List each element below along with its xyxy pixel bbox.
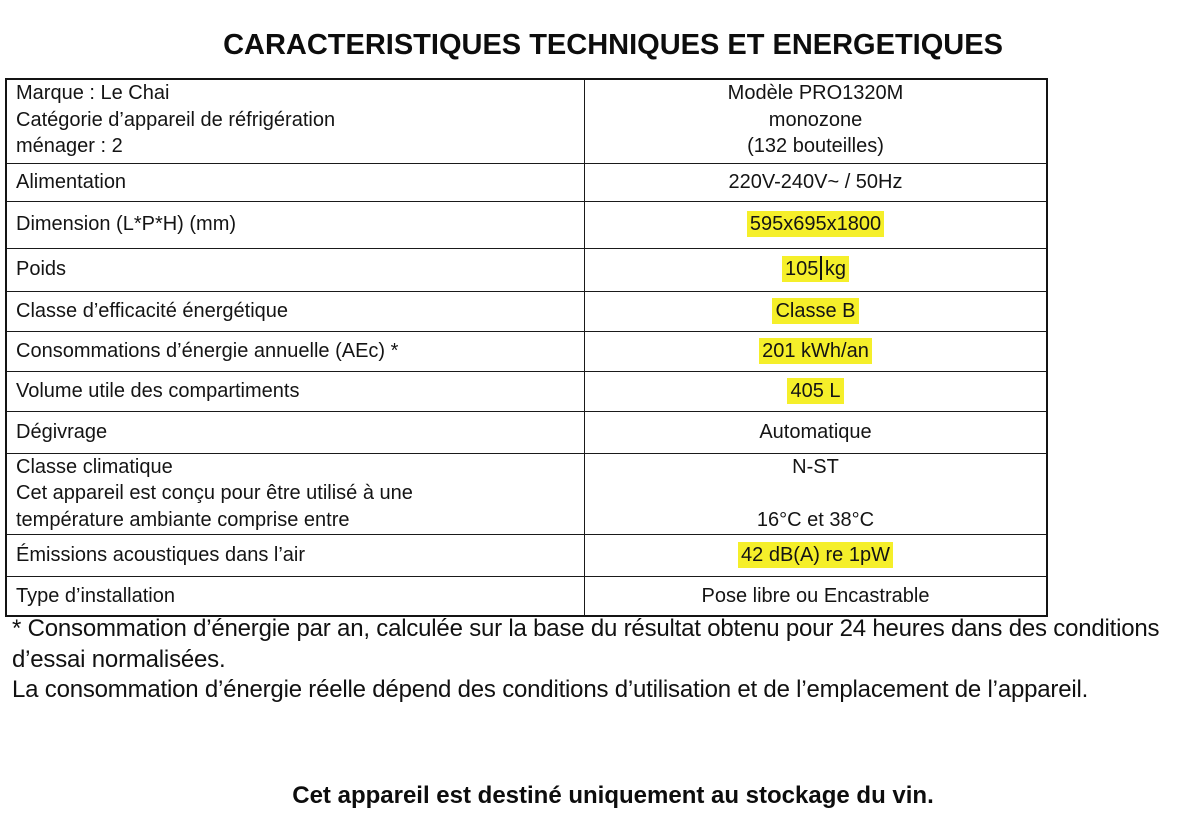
- spec-value: [585, 453, 1048, 534]
- spec-label: [6, 79, 585, 163]
- spec-label: Type d’installation: [6, 576, 585, 616]
- table-row-installation-type: [6, 576, 1047, 616]
- category-line: Catégorie d’appareil de réfrigération: [16, 108, 336, 131]
- spec-label: Dégivrage: [6, 411, 585, 453]
- footnote-paragraph-1: * Consommation d’énergie par an, calculée sur la base du résultat obtenu pour 24 heures dans des conditions d’essai normalisées.: [12, 615, 1160, 673]
- temperature-range-value: 16°C et 38°C: [756, 508, 875, 531]
- climate-class-line: Classe climatique: [16, 455, 173, 478]
- climate-desc-line-1: Cet appareil est conçu pour être utilisé à une: [16, 482, 413, 504]
- footnote-paragraph-2: La consommation d’énergie réelle dépend des conditions d’utilisation et de l’emplacement de l’appareil.: [12, 676, 1089, 703]
- table-row-power-supply: [6, 163, 1047, 201]
- spec-label: Volume utile des compartiments: [6, 371, 585, 411]
- spec-value: [585, 201, 1048, 248]
- spec-label: Alimentation: [6, 163, 585, 201]
- spec-value: [585, 331, 1048, 371]
- weight-unit: kg: [824, 258, 846, 281]
- specifications-table: [5, 78, 1048, 617]
- highlighted-value: 42 dB(A) re 1pW: [738, 542, 893, 568]
- table-row-noise-emissions: [6, 534, 1047, 576]
- spec-value: 220V-240V~ / 50Hz: [585, 163, 1048, 201]
- spec-value: [585, 291, 1048, 331]
- closing-statement: Cet appareil est destiné uniquement au stockage du vin.: [292, 782, 934, 809]
- table-row-climate-class: [6, 453, 1047, 534]
- table-row-energy-class: [6, 291, 1047, 331]
- zone-line: monozone: [768, 108, 863, 131]
- table-row-annual-consumption: [6, 331, 1047, 371]
- table-row-weight: [6, 248, 1047, 291]
- table-row-brand-model: [6, 79, 1047, 163]
- highlighted-value: 595x695x1800: [747, 211, 884, 237]
- spec-value: Pose libre ou Encastrable: [585, 576, 1048, 616]
- spacer: [589, 480, 1042, 507]
- table-row-dimensions: [6, 201, 1047, 248]
- highlighted-value: 201 kWh/an: [759, 338, 872, 364]
- brand-line: Marque : Le Chai: [16, 82, 170, 104]
- document-title: CARACTERISTIQUES TECHNIQUES ET ENERGETIQUES: [223, 29, 1003, 62]
- spec-value: [585, 248, 1048, 291]
- climate-class-value: N-ST: [792, 455, 839, 478]
- spec-value: [585, 371, 1048, 411]
- spec-label: Classe d’efficacité énergétique: [6, 291, 585, 331]
- spec-label: Consommations d’énergie annuelle (AEc) *: [6, 331, 585, 371]
- highlighted-value: 405 L: [787, 378, 843, 404]
- spec-label: Poids: [6, 248, 585, 291]
- highlighted-value: Classe B: [772, 298, 858, 324]
- category-value-line: ménager : 2: [16, 135, 123, 157]
- table-row-defrost: [6, 411, 1047, 453]
- model-line: Modèle PRO1320M: [727, 82, 904, 104]
- spec-label: Dimension (L*P*H) (mm): [6, 201, 585, 248]
- footnote: [12, 614, 1200, 706]
- weight-number: 105: [785, 258, 819, 281]
- spec-value: Automatique: [585, 411, 1048, 453]
- highlighted-value: [782, 256, 849, 282]
- capacity-line: (132 bouteilles): [747, 135, 884, 157]
- text-cursor-icon: [820, 256, 822, 280]
- climate-desc-line-2: température ambiante comprise entre: [16, 508, 350, 531]
- table-row-volume: [6, 371, 1047, 411]
- spec-label: [6, 453, 585, 534]
- spec-label: Émissions acoustiques dans l’air: [6, 534, 585, 576]
- spec-value: [585, 79, 1048, 163]
- spec-value: [585, 534, 1048, 576]
